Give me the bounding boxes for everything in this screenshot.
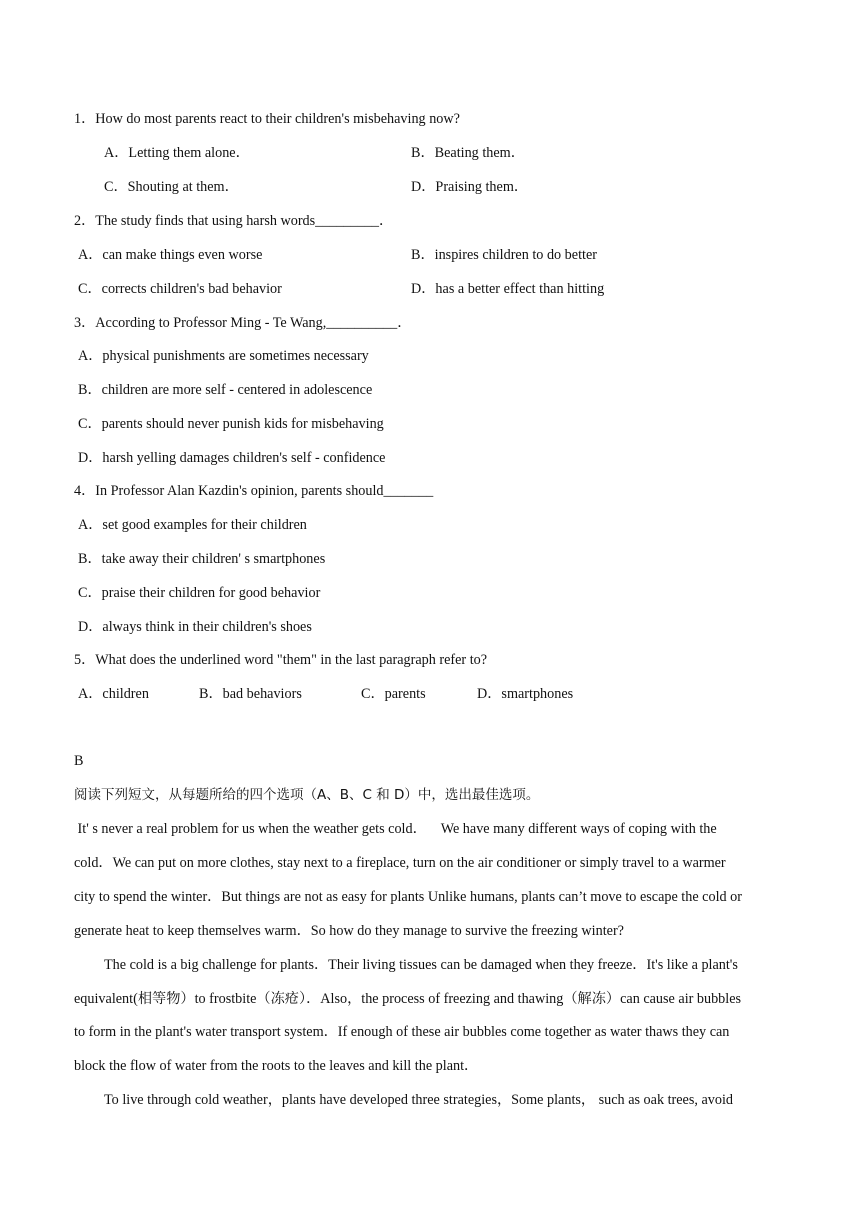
question-1-option-a: A．Letting them alone． [104, 145, 250, 161]
passage-line-8: block the flow of water from the roots to the leaves and kill the plant． [74, 1058, 479, 1074]
question-3-option-d: D．harsh yelling damages children's self - confidence [78, 450, 386, 466]
question-4-option-a: A．set good examples for their children [78, 517, 307, 533]
question-2-option-b: B．inspires children to do better [411, 247, 597, 263]
question-1-option-b: B．Beating them． [411, 145, 525, 161]
question-5-option-a: A．children [78, 686, 149, 702]
question-5-option-b: B．bad behaviors [199, 686, 302, 702]
passage-line-9: To live through cold weather，plants have developed three strategies，Some plants， such as oak trees, avoid [104, 1092, 733, 1108]
question-2-stem: 2．The study finds that using harsh words_________． [74, 213, 394, 229]
section-instruction: 阅读下列短文，从每题所给的四个选项（A、B、C 和 D）中，选出最佳选项。 [74, 787, 540, 803]
passage-line-5: The cold is a big challenge for plants．Their living tissues can be damaged when they freeze．It's like a plant's [104, 957, 738, 973]
question-5-stem: 5．What does the underlined word "them" in the last paragraph refer to? [74, 652, 488, 668]
question-5-option-c: C．parents [361, 686, 426, 702]
passage-line-3: city to spend the winter．But things are not as easy for plants Unlike humans, plants can’t move to escape the cold or [74, 889, 742, 905]
passage-line-1: It' s never a real problem for us when the weather gets cold． We have many different ways of coping with the [74, 821, 717, 837]
question-2-option-d: D．has a better effect than hitting [411, 281, 605, 297]
question-4-stem: 4．In Professor Alan Kazdin's opinion, parents should_______ [74, 483, 434, 499]
question-2-option-a: A．can make things even worse [78, 247, 263, 263]
question-1-stem: 1．How do most parents react to their children's misbehaving now? [74, 111, 460, 127]
passage-line-2: cold．We can put on more clothes, stay next to a fireplace, turn on the air conditioner or simply travel to a warmer [74, 855, 726, 871]
question-3-option-b: B．children are more self - centered in adolescence [78, 382, 373, 398]
question-4-option-d: D．always think in their children's shoes [78, 619, 312, 635]
passage-line-7: to form in the plant's water transport system．If enough of these air bubbles come together as water thaws they can [74, 1024, 730, 1040]
question-3-stem: 3．According to Professor Ming - Te Wang,__________． [74, 315, 412, 331]
section-label: B [74, 753, 84, 769]
question-3-option-c: C．parents should never punish kids for misbehaving [78, 416, 384, 432]
question-4-option-c: C．praise their children for good behavior [78, 585, 321, 601]
question-3-option-a: A．physical punishments are sometimes necessary [78, 348, 369, 364]
question-2-option-c: C．corrects children's bad behavior [78, 281, 282, 297]
question-1-option-d: D．Praising them． [411, 179, 529, 195]
passage-line-6: equivalent(相等物）to frostbite（冻疮）．Also，the process of freezing and thawing（解冻）can cause air bubbles [74, 991, 742, 1007]
question-5-option-d: D．smartphones [477, 686, 574, 702]
passage-line-4: generate heat to keep themselves warm．So how do they manage to survive the freezing winter? [74, 923, 624, 939]
question-4-option-b: B．take away their children' s smartphones [78, 551, 326, 567]
question-1-option-c: C．Shouting at them． [104, 179, 239, 195]
